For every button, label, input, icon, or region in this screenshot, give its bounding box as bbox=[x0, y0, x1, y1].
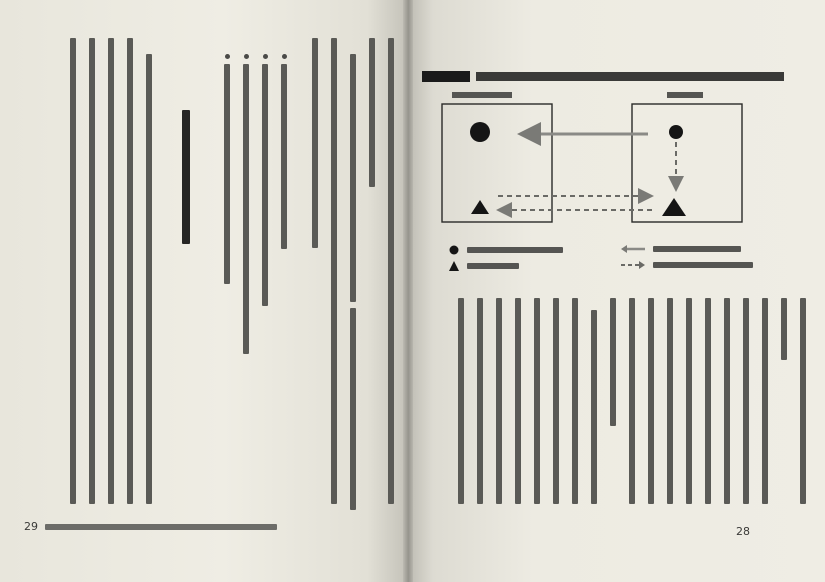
text-column bbox=[743, 298, 749, 504]
text-column bbox=[477, 298, 483, 504]
text-column bbox=[610, 298, 616, 504]
text-column bbox=[781, 298, 787, 504]
legend-item-dashed-arrow bbox=[621, 261, 753, 269]
right-region-triangle-marker bbox=[662, 198, 686, 216]
text-column bbox=[458, 298, 464, 504]
left-region-circle-marker bbox=[470, 122, 490, 142]
text-column bbox=[243, 54, 249, 504]
text-column bbox=[350, 54, 356, 504]
text-column bbox=[648, 298, 654, 504]
text-column bbox=[686, 298, 692, 504]
legend-label bbox=[467, 247, 563, 253]
right-page bbox=[408, 0, 825, 582]
text-column bbox=[70, 38, 76, 504]
text-column bbox=[572, 298, 578, 504]
figure-title-text bbox=[476, 72, 784, 81]
legend-label bbox=[467, 263, 519, 269]
legend-triangle-icon bbox=[449, 261, 459, 271]
text-column bbox=[667, 298, 673, 504]
left-page-number: 29 bbox=[24, 520, 38, 533]
region-left-label bbox=[452, 92, 512, 98]
book-gutter bbox=[403, 0, 413, 582]
right-page-number: 28 bbox=[736, 525, 750, 538]
text-column bbox=[800, 298, 806, 504]
bullet-dot bbox=[282, 54, 287, 59]
text-column bbox=[127, 38, 133, 504]
bullet-dot bbox=[225, 54, 230, 59]
text-column bbox=[705, 298, 711, 504]
figure-legend bbox=[439, 241, 789, 275]
text-column bbox=[534, 298, 540, 504]
legend-label bbox=[653, 246, 741, 252]
text-column bbox=[108, 38, 114, 504]
legend-item-triangle bbox=[449, 261, 519, 271]
region-right-label bbox=[667, 92, 703, 98]
left-footer bbox=[24, 520, 277, 533]
figure-diagram bbox=[422, 92, 784, 232]
legend-item-circle bbox=[449, 245, 563, 255]
text-column bbox=[369, 38, 375, 504]
figure-title bbox=[422, 70, 784, 82]
right-region-circle-marker bbox=[669, 125, 683, 139]
bullet-dot bbox=[244, 54, 249, 59]
text-column bbox=[388, 38, 394, 504]
text-column bbox=[496, 298, 502, 504]
right-footer bbox=[736, 520, 750, 539]
text-column bbox=[146, 54, 152, 504]
text-column bbox=[591, 310, 597, 504]
bullet-dot bbox=[263, 54, 268, 59]
running-head bbox=[45, 524, 277, 530]
section-heading bbox=[182, 110, 190, 504]
left-page bbox=[0, 0, 408, 582]
text-column bbox=[515, 298, 521, 504]
text-column bbox=[262, 54, 268, 504]
legend-label bbox=[653, 262, 753, 268]
text-column bbox=[331, 38, 337, 504]
region-left-box bbox=[442, 104, 552, 222]
text-column bbox=[629, 298, 635, 504]
legend-dashed-arrow-icon bbox=[621, 261, 645, 269]
text-column bbox=[762, 298, 768, 504]
legend-solid-arrow-icon bbox=[621, 245, 645, 253]
legend-circle-icon bbox=[449, 245, 459, 255]
left-region-triangle-marker bbox=[471, 200, 489, 214]
figure-number-tag bbox=[422, 71, 470, 82]
text-column bbox=[312, 38, 318, 504]
text-column bbox=[281, 54, 287, 504]
region-right-box bbox=[632, 104, 742, 222]
text-column bbox=[553, 298, 559, 504]
legend-item-solid-arrow bbox=[621, 245, 741, 253]
text-column bbox=[89, 38, 95, 504]
text-column bbox=[224, 54, 230, 504]
text-column bbox=[724, 298, 730, 504]
